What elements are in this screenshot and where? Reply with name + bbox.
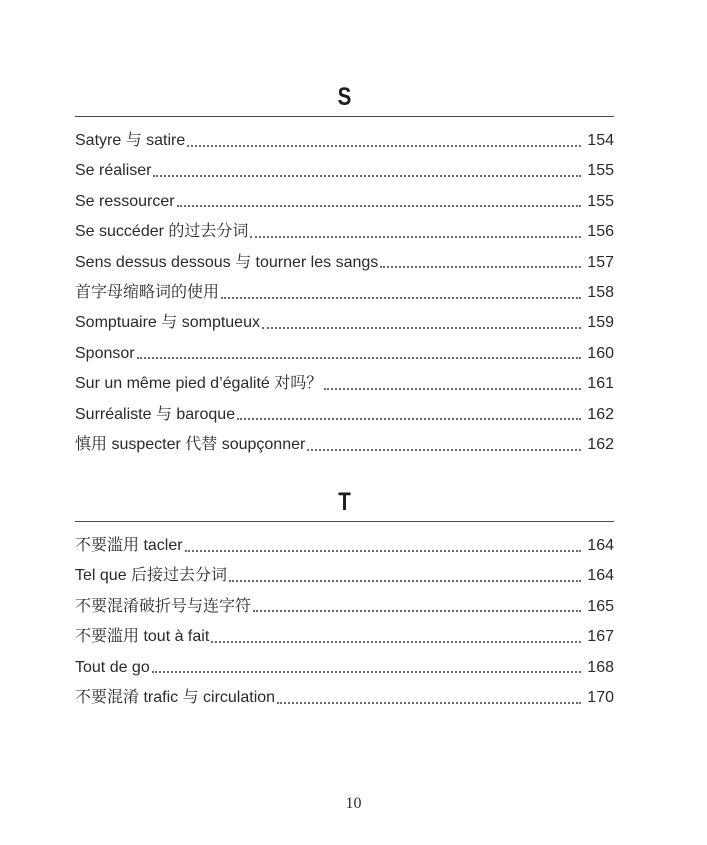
index-entry	[75, 369, 614, 399]
entry-page-number: 168	[587, 658, 614, 676]
index-entry	[75, 430, 614, 460]
entry-title: Tel que 后接过去分词	[75, 567, 228, 585]
index-entry	[75, 187, 614, 217]
dot-leader	[185, 549, 581, 552]
entry-page-number: 162	[587, 435, 614, 453]
entry-page-number: 154	[587, 132, 614, 149]
dot-leader	[307, 448, 581, 451]
index-entry	[75, 531, 614, 561]
entry-list	[75, 531, 614, 713]
entry-title: Se succéder 的过去分词	[75, 223, 249, 241]
dot-leader	[229, 579, 581, 582]
entry-title: Somptuaire 与 somptueux	[75, 314, 260, 332]
index-entry	[75, 653, 614, 683]
entry-page-number: 164	[587, 537, 614, 554]
entry-title: Sur un même pied d’égalité 对吗？	[75, 375, 323, 393]
dot-leader	[380, 265, 581, 268]
dot-leader	[277, 701, 581, 704]
dot-leader	[262, 326, 581, 329]
entry-page-number: 165	[587, 597, 614, 615]
dot-leader	[324, 387, 581, 390]
entry-title: 不要混淆 trafic 与 circulation	[75, 688, 276, 706]
entry-page-number: 160	[587, 344, 614, 362]
footer-page-number: 10	[345, 795, 362, 812]
entry-title: Surréaliste 与 baroque	[75, 405, 236, 423]
entry-page-number: 161	[587, 375, 614, 393]
section-divider	[75, 521, 614, 522]
index-entry	[75, 592, 614, 622]
entry-page-number: 158	[587, 283, 614, 301]
entry-title: Se réaliser	[75, 162, 152, 180]
entry-title: Sponsor	[75, 344, 135, 362]
dot-leader	[153, 174, 581, 177]
entry-page-number: 157	[587, 253, 614, 271]
entry-list	[75, 126, 614, 460]
entry-page-number: 156	[587, 223, 614, 241]
index-entry	[75, 217, 614, 247]
entry-title: 慎用 suspecter 代替 soupçonner	[75, 435, 306, 453]
section-t	[75, 487, 614, 713]
dot-leader	[137, 356, 581, 359]
dot-leader	[237, 417, 581, 420]
entry-page-number: 155	[587, 192, 614, 210]
entry-page-number: 155	[587, 162, 614, 180]
entry-title: Satyre 与 satire	[75, 132, 186, 149]
entry-title: 不要滥用 tacler	[75, 537, 183, 554]
entry-page-number: 164	[587, 567, 614, 585]
dot-leader	[250, 235, 581, 238]
entry-title: 首字母缩略词的使用	[75, 283, 220, 301]
index-entry	[75, 126, 614, 156]
dot-leader	[211, 640, 581, 643]
entry-title: Se ressourcer	[75, 192, 175, 210]
dot-leader	[177, 204, 581, 207]
index-entry	[75, 561, 614, 591]
index-entry	[75, 400, 614, 430]
section-s	[75, 82, 614, 460]
index-entry	[75, 339, 614, 369]
entry-page-number: 170	[587, 688, 614, 706]
entry-title: 不要混淆破折号与连字符	[75, 597, 252, 615]
dot-leader	[187, 144, 581, 147]
section-divider	[75, 116, 614, 117]
dot-leader	[221, 296, 581, 299]
index-entry	[75, 156, 614, 186]
entry-page-number: 159	[587, 314, 614, 332]
section-heading: T	[338, 488, 351, 516]
section-heading: S	[337, 83, 352, 111]
index-entry	[75, 278, 614, 308]
entry-title: Sens dessus dessous 与 tourner les sangs	[75, 253, 379, 271]
index-entry	[75, 622, 614, 652]
index-entry	[75, 683, 614, 713]
entry-page-number: 167	[587, 628, 614, 646]
index-entry	[75, 308, 614, 338]
dot-leader	[253, 609, 581, 612]
entry-page-number: 162	[587, 405, 614, 423]
dot-leader	[152, 670, 581, 673]
entry-title: Tout de go	[75, 658, 150, 676]
index-entry	[75, 248, 614, 278]
entry-title: 不要滥用 tout à fait	[75, 628, 210, 646]
